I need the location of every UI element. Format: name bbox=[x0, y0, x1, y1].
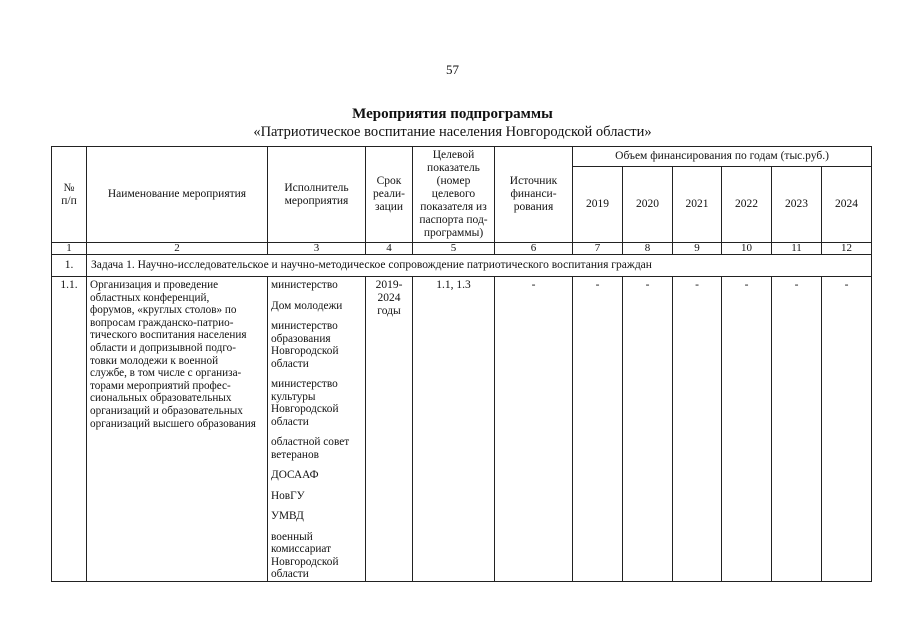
row-number: 1.1. bbox=[52, 277, 87, 582]
column-number: 6 bbox=[495, 243, 573, 255]
header-year: 2020 bbox=[623, 167, 673, 243]
funding-value: - bbox=[623, 277, 673, 582]
header-name: Наименование мероприятия bbox=[87, 147, 268, 243]
executor-item: НовГУ bbox=[271, 489, 305, 502]
column-number: 5 bbox=[413, 243, 495, 255]
header-num: № п/п bbox=[52, 147, 87, 243]
header-indicator: Целевой показатель (номер целевого показателя из паспорта под- программы) bbox=[413, 147, 495, 243]
header-term: Срок реали- зации bbox=[366, 147, 413, 243]
executor-item: военный комиссариат Новгородской области bbox=[271, 530, 339, 580]
activities-table bbox=[51, 146, 872, 582]
column-number: 3 bbox=[268, 243, 366, 255]
source-cell: - bbox=[495, 277, 573, 582]
table-row bbox=[52, 277, 872, 582]
column-number: 7 bbox=[573, 243, 623, 255]
funding-value: - bbox=[673, 277, 722, 582]
funding-value: - bbox=[722, 277, 772, 582]
column-number: 9 bbox=[673, 243, 722, 255]
activity-name: Организация и проведение областных конференций, форумов, «круглых столов» по вопросам гражданско-патрио- тического воспитания населения области и допризывной подго- товки молодежи к военной службе, в том числе с организа- торами мероприятий профес- сиональных образовательных организаций и образовательных организаций высшего образования bbox=[87, 277, 268, 582]
column-number: 8 bbox=[623, 243, 673, 255]
executor-item: УМВД bbox=[271, 510, 304, 522]
funding-value: - bbox=[822, 277, 872, 582]
task-text: Задача 1. Научно-исследовательское и научно-методическое сопровождение патриотического воспитания граждан bbox=[87, 255, 872, 277]
header-year: 2021 bbox=[673, 167, 722, 243]
page-number: 57 bbox=[446, 62, 459, 77]
column-number: 1 bbox=[52, 243, 87, 255]
executor-item: ДОСААФ bbox=[271, 469, 319, 481]
funding-value: - bbox=[573, 277, 623, 582]
executor-item: министерство bbox=[271, 279, 338, 291]
funding-value: - bbox=[772, 277, 822, 582]
header-executor: Исполнитель мероприятия bbox=[268, 147, 366, 243]
executor-item: Дом молодежи bbox=[271, 299, 343, 312]
column-number: 12 bbox=[822, 243, 872, 255]
term-cell: 2019- 2024 годы bbox=[366, 277, 413, 582]
executor-item: министерство культуры Новгородской области bbox=[271, 378, 339, 428]
column-number: 11 bbox=[772, 243, 822, 255]
header-year: 2022 bbox=[722, 167, 772, 243]
executors-cell bbox=[268, 277, 366, 582]
indicator-cell: 1.1, 1.3 bbox=[413, 277, 495, 582]
header-year: 2024 bbox=[822, 167, 872, 243]
header-funding: Объем финансирования по годам (тыс.руб.) bbox=[573, 147, 872, 167]
executor-item: областной совет ветеранов bbox=[271, 436, 350, 461]
task-row bbox=[52, 255, 872, 277]
task-number: 1. bbox=[52, 255, 87, 277]
header-year: 2019 bbox=[573, 167, 623, 243]
header-source: Источник финанси- рования bbox=[495, 147, 573, 243]
executor-item: министерство образования Новгородской области bbox=[271, 320, 339, 370]
column-number: 2 bbox=[87, 243, 268, 255]
column-number: 4 bbox=[366, 243, 413, 255]
document-subtitle: «Патриотическое воспитание населения Новгородской области» bbox=[253, 124, 652, 140]
document-title: Мероприятия подпрограммы bbox=[352, 106, 553, 122]
column-number: 10 bbox=[722, 243, 772, 255]
column-number-row bbox=[52, 243, 872, 255]
header-year: 2023 bbox=[772, 167, 822, 243]
